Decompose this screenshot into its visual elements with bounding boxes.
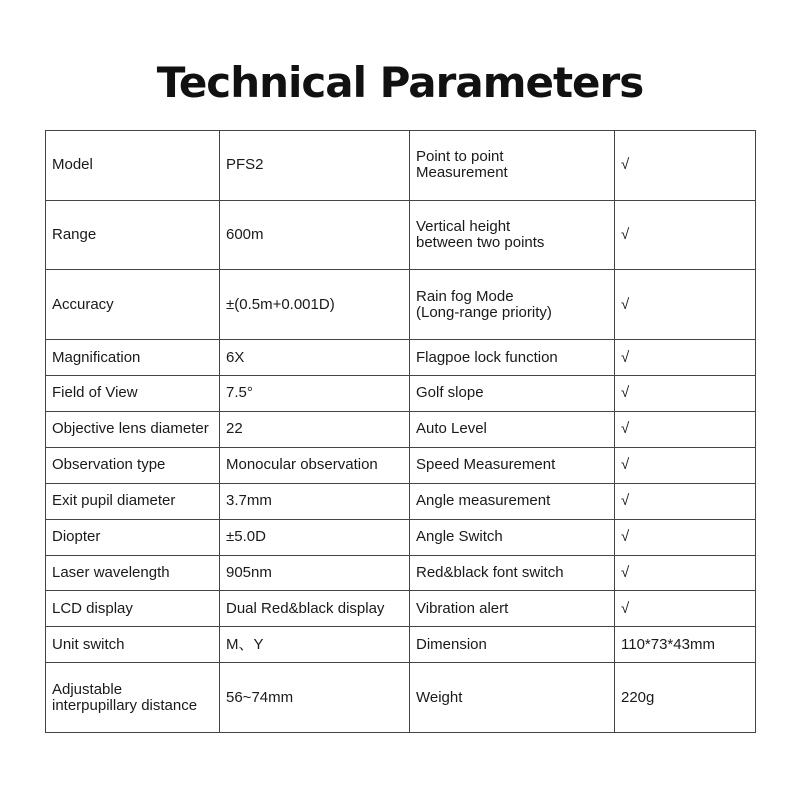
table-row (46, 627, 756, 663)
parameter-label: Diopter (46, 519, 220, 555)
table-row (46, 519, 756, 555)
feature-value: 220g (615, 663, 756, 733)
parameter-value: Dual Red&black display (220, 591, 410, 627)
parameter-value: 56~74mm (220, 663, 410, 733)
feature-value: √ (615, 200, 756, 270)
parameter-value: PFS2 (220, 131, 410, 201)
parameter-value: 3.7mm (220, 483, 410, 519)
feature-value: √ (615, 411, 756, 447)
feature-value: √ (615, 131, 756, 201)
parameter-value: 600m (220, 200, 410, 270)
table-row (46, 591, 756, 627)
parameter-label: Laser wavelength (46, 555, 220, 591)
table-row (46, 376, 756, 412)
parameter-label: Observation type (46, 447, 220, 483)
feature-label: Angle Switch (410, 519, 615, 555)
parameter-label: Exit pupil diameter (46, 483, 220, 519)
feature-value: √ (615, 591, 756, 627)
feature-label: Rain fog Mode (Long-range priority) (410, 270, 615, 340)
parameter-value: Monocular observation (220, 447, 410, 483)
feature-label: Dimension (410, 627, 615, 663)
table-row (46, 270, 756, 340)
feature-label: Golf slope (410, 376, 615, 412)
parameter-value: 7.5° (220, 376, 410, 412)
table-row (46, 447, 756, 483)
parameter-value: ±5.0D (220, 519, 410, 555)
page-title: Technical Parameters (156, 58, 644, 107)
parameters-table (45, 130, 756, 733)
table-row (46, 555, 756, 591)
feature-value: √ (615, 447, 756, 483)
table-row (46, 340, 756, 376)
parameter-label: Accuracy (46, 270, 220, 340)
parameter-label: LCD display (46, 591, 220, 627)
table-row (46, 663, 756, 733)
feature-label: Point to point Measurement (410, 131, 615, 201)
feature-label: Flagpoe lock function (410, 340, 615, 376)
feature-value: √ (615, 376, 756, 412)
parameter-label: Magnification (46, 340, 220, 376)
parameter-value: 22 (220, 411, 410, 447)
parameter-value: M、Y (220, 627, 410, 663)
feature-label: Red&black font switch (410, 555, 615, 591)
feature-label: Auto Level (410, 411, 615, 447)
feature-value: 110*73*43mm (615, 627, 756, 663)
feature-label: Angle measurement (410, 483, 615, 519)
parameter-label: Range (46, 200, 220, 270)
parameter-label: Model (46, 131, 220, 201)
parameter-label: Objective lens diameter (46, 411, 220, 447)
table-row (46, 411, 756, 447)
feature-value: √ (615, 483, 756, 519)
feature-value: √ (615, 270, 756, 340)
feature-value: √ (615, 340, 756, 376)
parameter-label: Field of View (46, 376, 220, 412)
feature-label: Vibration alert (410, 591, 615, 627)
feature-label: Vertical height between two points (410, 200, 615, 270)
table-row (46, 131, 756, 201)
parameters-table-body (46, 131, 756, 733)
feature-label: Weight (410, 663, 615, 733)
feature-label: Speed Measurement (410, 447, 615, 483)
parameter-value: 6X (220, 340, 410, 376)
parameter-label: Unit switch (46, 627, 220, 663)
feature-value: √ (615, 555, 756, 591)
parameter-value: ±(0.5m+0.001D) (220, 270, 410, 340)
feature-value: √ (615, 519, 756, 555)
table-row (46, 483, 756, 519)
parameter-value: 905nm (220, 555, 410, 591)
parameter-label: Adjustable interpupillary distance (46, 663, 220, 733)
table-row (46, 200, 756, 270)
